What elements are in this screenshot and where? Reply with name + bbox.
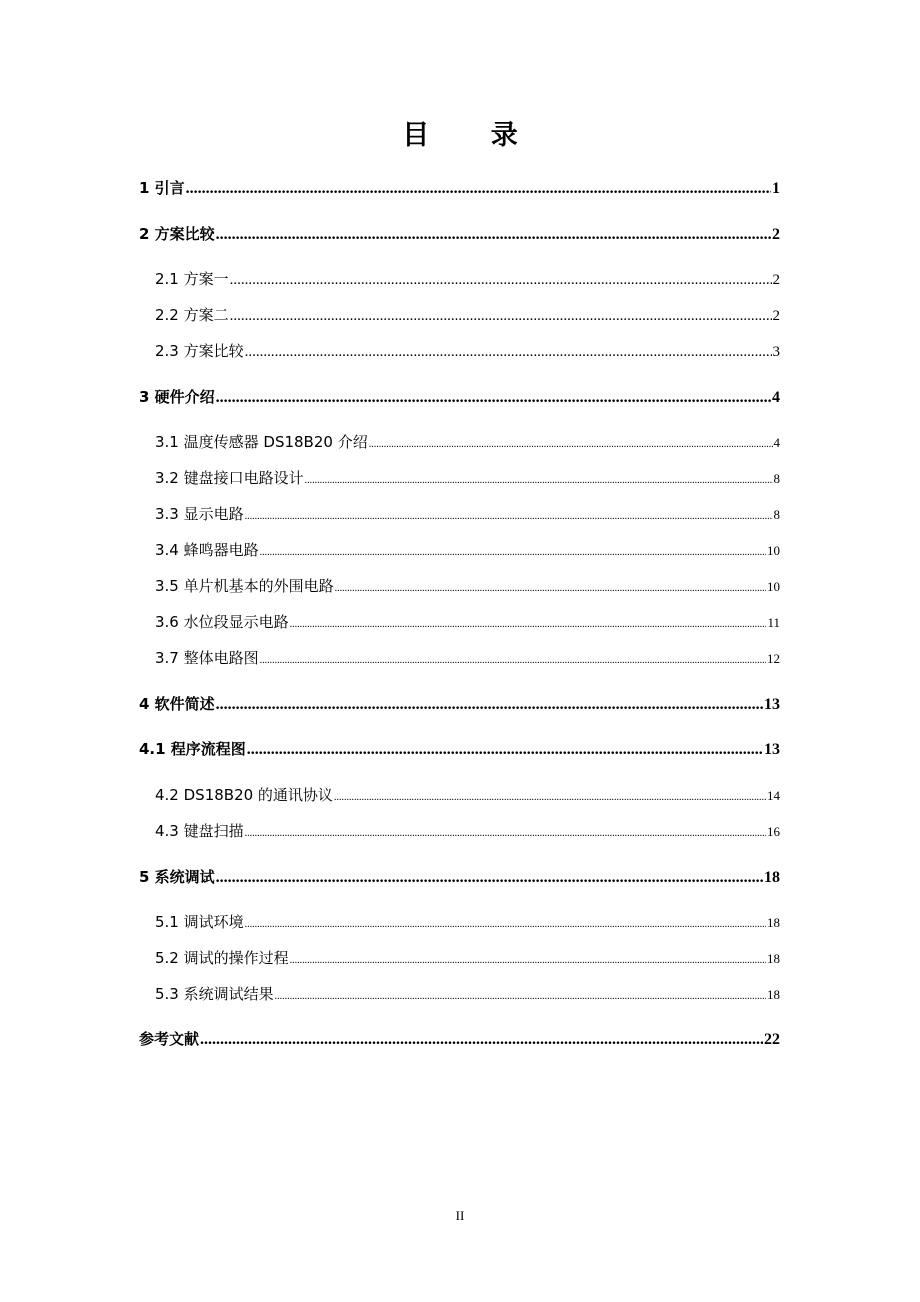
toc-entry-label: 4.3 键盘扫描 [155, 822, 244, 840]
toc-entry-page: 16 [767, 824, 780, 839]
toc-entry-label: 4.1 程序流程图 [139, 740, 246, 758]
toc-entry-page: 10 [767, 579, 780, 594]
toc-entry-label: 3.4 蜂鸣器电路 [155, 541, 259, 559]
toc-leader-dots [290, 947, 766, 973]
toc-entry-label: 4 软件简述 [139, 695, 215, 713]
toc-entry-5[interactable] [139, 865, 780, 889]
toc-entry-label: 1 引言 [139, 179, 185, 197]
toc-entry-page: 14 [767, 788, 780, 803]
page-number-footer: II [455, 1208, 465, 1223]
toc-leader-dots [216, 693, 763, 717]
toc-leader-dots [369, 431, 773, 457]
toc-entry-4[interactable] [139, 692, 780, 716]
toc-entry-label: 3.1 温度传感器 DS18B20 介绍 [155, 433, 368, 451]
toc-entry-page: 13 [764, 696, 780, 713]
toc-entry-page: 3 [772, 344, 780, 360]
toc-entry-4-1[interactable] [139, 737, 780, 761]
toc-entry-5-1[interactable] [155, 910, 780, 934]
toc-entry-2[interactable] [139, 222, 780, 246]
toc-entry-label: 5.1 调试环境 [155, 913, 244, 931]
toc-entry-label: 5.3 系统调试结果 [155, 985, 274, 1003]
toc-leader-dots [275, 983, 766, 1009]
toc-entry-4-3[interactable] [155, 819, 780, 843]
toc-entry-page: 2 [772, 272, 780, 288]
toc-leader-dots [245, 820, 766, 846]
toc-entry-2-2[interactable] [155, 303, 780, 327]
toc-entry-label: 2 方案比较 [139, 225, 215, 243]
toc-entry-2-3[interactable] [155, 339, 780, 363]
toc-leader-dots [305, 467, 773, 493]
toc-entry-label: 3.7 整体电路图 [155, 649, 259, 667]
toc-entry-page: 22 [764, 1031, 780, 1048]
toc-leader-dots [290, 611, 767, 637]
toc-entry-references[interactable] [139, 1027, 780, 1051]
toc-leader-dots [200, 1028, 763, 1052]
toc-entry-page: 8 [773, 471, 780, 486]
toc-leader-dots [230, 304, 772, 328]
toc-leader-dots [216, 223, 771, 247]
toc-entry-label: 4.2 DS18B20 的通讯协议 [155, 786, 333, 804]
toc-entry-5-2[interactable] [155, 946, 780, 970]
toc-leader-dots [260, 647, 766, 673]
toc-entry-page: 11 [767, 615, 780, 630]
toc-entry-page: 4 [772, 389, 780, 406]
toc-entry-3-7[interactable] [155, 646, 780, 670]
toc-leader-dots [335, 575, 766, 601]
toc-entry-label: 2.1 方案一 [155, 270, 229, 288]
toc-entry-3[interactable] [139, 385, 780, 409]
toc-leader-dots [245, 911, 766, 937]
toc-entry-page: 13 [764, 741, 780, 758]
toc-entry-label: 3.5 单片机基本的外围电路 [155, 577, 334, 595]
toc-entry-3-5[interactable] [155, 574, 780, 598]
toc-entry-label: 3 硬件介绍 [139, 388, 215, 406]
toc-entry-page: 4 [773, 435, 780, 450]
toc-entry-page: 18 [764, 869, 780, 886]
toc-entry-label: 3.3 显示电路 [155, 505, 244, 523]
toc-entry-label: 2.3 方案比较 [155, 342, 244, 360]
toc-leader-dots [334, 784, 766, 810]
toc-leader-dots [216, 386, 771, 410]
toc-entry-3-6[interactable] [155, 610, 780, 634]
toc-leader-dots [245, 340, 772, 364]
toc-entry-3-3[interactable] [155, 502, 780, 526]
toc-entry-label: 3.6 水位段显示电路 [155, 613, 289, 631]
toc-entry-label: 2.2 方案二 [155, 306, 229, 324]
toc-leader-dots [186, 177, 771, 201]
toc-leader-dots [230, 268, 772, 292]
toc-leader-dots [216, 866, 763, 890]
toc-entry-page: 12 [767, 651, 780, 666]
toc-entry-3-1[interactable] [155, 430, 780, 454]
toc-entry-1[interactable] [139, 176, 780, 200]
toc-entry-3-2[interactable] [155, 466, 780, 490]
toc-leader-dots [245, 503, 773, 529]
toc-entry-page: 8 [773, 507, 780, 522]
toc-entry-5-3[interactable] [155, 982, 780, 1006]
toc-entry-page: 10 [767, 543, 780, 558]
toc-leader-dots [260, 539, 766, 565]
toc-entry-label: 5 系统调试 [139, 868, 215, 886]
toc-entry-4-2[interactable] [155, 783, 780, 807]
toc-leader-dots [247, 738, 763, 762]
toc-entry-label: 3.2 键盘接口电路设计 [155, 469, 304, 487]
toc-entry-page: 18 [767, 915, 780, 930]
toc-entry-2-1[interactable] [155, 267, 780, 291]
toc-entry-page: 18 [767, 951, 780, 966]
page-title: 目 录 [402, 120, 544, 151]
toc-entry-page: 18 [767, 987, 780, 1002]
toc-entry-page: 2 [772, 226, 780, 243]
toc-entry-3-4[interactable] [155, 538, 780, 562]
toc-entry-label: 5.2 调试的操作过程 [155, 949, 289, 967]
toc-entry-label: 参考文献 [139, 1030, 200, 1048]
toc-entry-page: 1 [772, 180, 780, 197]
toc-entry-page: 2 [772, 308, 780, 324]
